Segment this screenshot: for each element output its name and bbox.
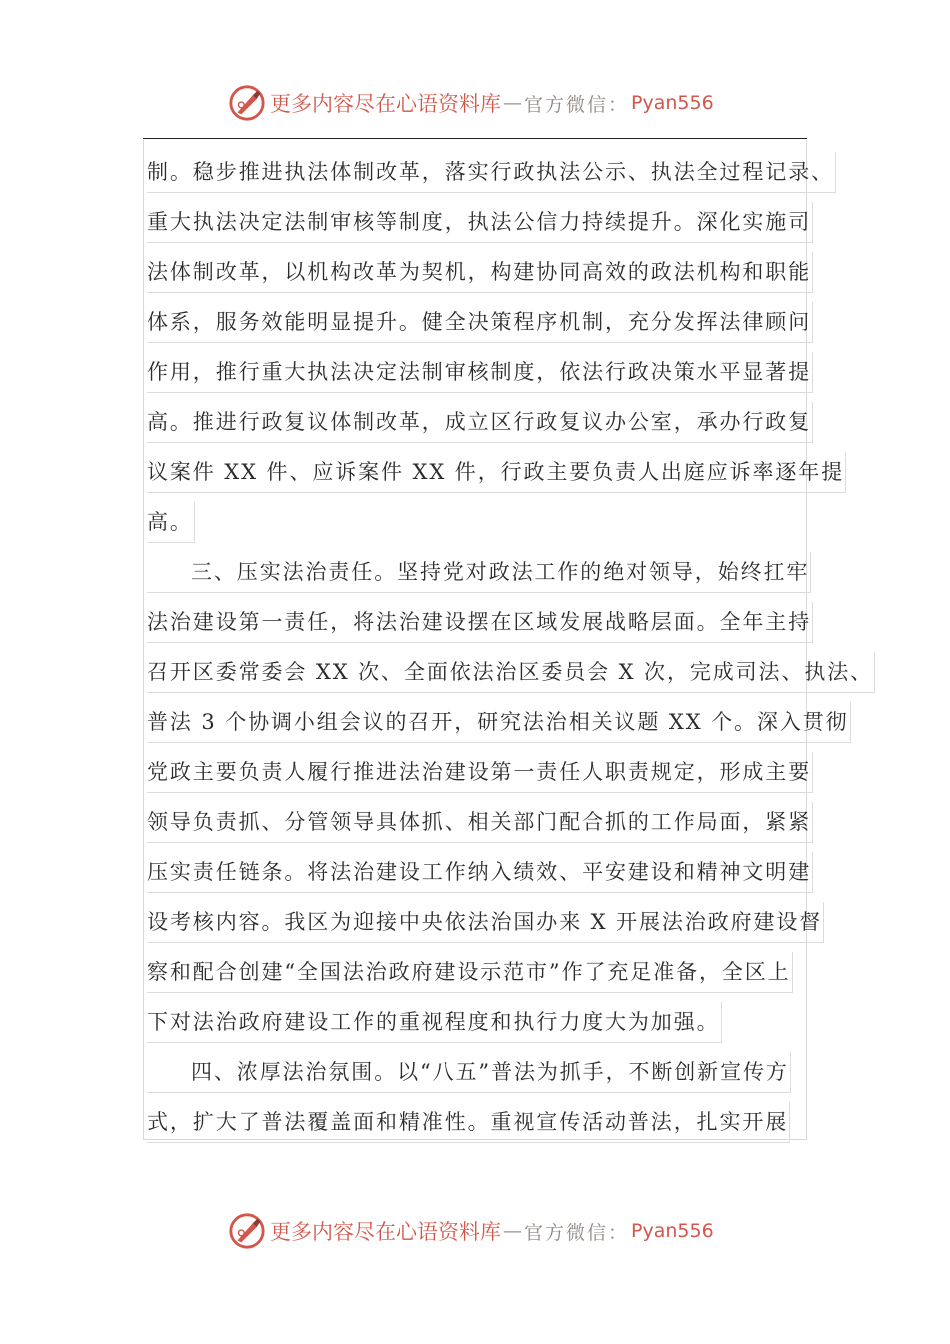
text-line: 议案件 XX 件、应诉案件 XX 件，行政主要负责人出庭应诉率逐年提 [147, 452, 837, 502]
text-line: 高。推进行政复议体制改革，成立区行政复议办公室，承办行政复 [147, 402, 837, 452]
header-banner [228, 83, 748, 123]
text-line: 察和配合创建“全国法治政府建设示范市”作了充足准备，全区上 [147, 952, 837, 1002]
footer-banner [228, 1211, 748, 1251]
pen-logo-icon [228, 1212, 266, 1250]
text-line: 作用，推行重大执法决定法制审核制度，依法行政决策水平显著提 [147, 352, 837, 402]
header-rule [143, 138, 807, 139]
text-line: 设考核内容。我区为迎接中央依法治国办来 X 开展法治政府建设督 [147, 902, 837, 952]
text-line: 制。稳步推进执法体制改革，落实行政执法公示、执法全过程记录、 [147, 152, 837, 202]
banner-separator: — [503, 92, 522, 114]
text-line: 召开区委常委会 XX 次、全面依法治区委员会 X 次，完成司法、执法、 [147, 652, 837, 702]
paragraph-heading-line: 四、浓厚法治氛围。以“八五”普法为抓手，不断创新宣传方 [147, 1052, 837, 1102]
banner-separator: — [503, 1220, 522, 1242]
text-line: 体系，服务效能明显提升。健全决策程序机制，充分发挥法律顾问 [147, 302, 837, 352]
text-line: 重大执法决定法制审核等制度，执法公信力持续提升。深化实施司 [147, 202, 837, 252]
text-line: 压实责任链条。将法治建设工作纳入绩效、平安建设和精神文明建 [147, 852, 837, 902]
text-line: 下对法治政府建设工作的重视程度和执行力度大为加强。 [147, 1002, 837, 1052]
pen-logo-icon [228, 84, 266, 122]
banner-wechat-label: 官方微信： [524, 1221, 630, 1244]
text-line: 高。 [147, 502, 837, 552]
document-body [147, 152, 874, 1152]
text-line: 式，扩大了普法覆盖面和精准性。重视宣传活动普法，扎实开展 [147, 1102, 837, 1152]
text-line: 党政主要负责人履行推进法治建设第一责任人职责规定，形成主要 [147, 752, 837, 802]
banner-wechat-label: 官方微信： [524, 93, 630, 116]
text-line: 法治建设第一责任，将法治建设摆在区域发展战略层面。全年主持 [147, 602, 837, 652]
text-line: 法体制改革，以机构改革为契机，构建协同高效的政法机构和职能 [147, 252, 837, 302]
banner-wechat-id: Pyan556 [631, 92, 714, 114]
text-line: 普法 3 个协调小组会议的召开，研究法治相关议题 XX 个。深入贯彻 [147, 702, 837, 752]
banner-title: 更多内容尽在心语资料库 [270, 92, 501, 116]
banner-title: 更多内容尽在心语资料库 [270, 1220, 501, 1244]
banner-wechat-id: Pyan556 [631, 1220, 714, 1242]
paragraph-heading-line: 三、压实法治责任。坚持党对政法工作的绝对领导，始终扛牢 [147, 552, 837, 602]
text-line: 领导负责抓、分管领导具体抓、相关部门配合抓的工作局面，紧紧 [147, 802, 837, 852]
